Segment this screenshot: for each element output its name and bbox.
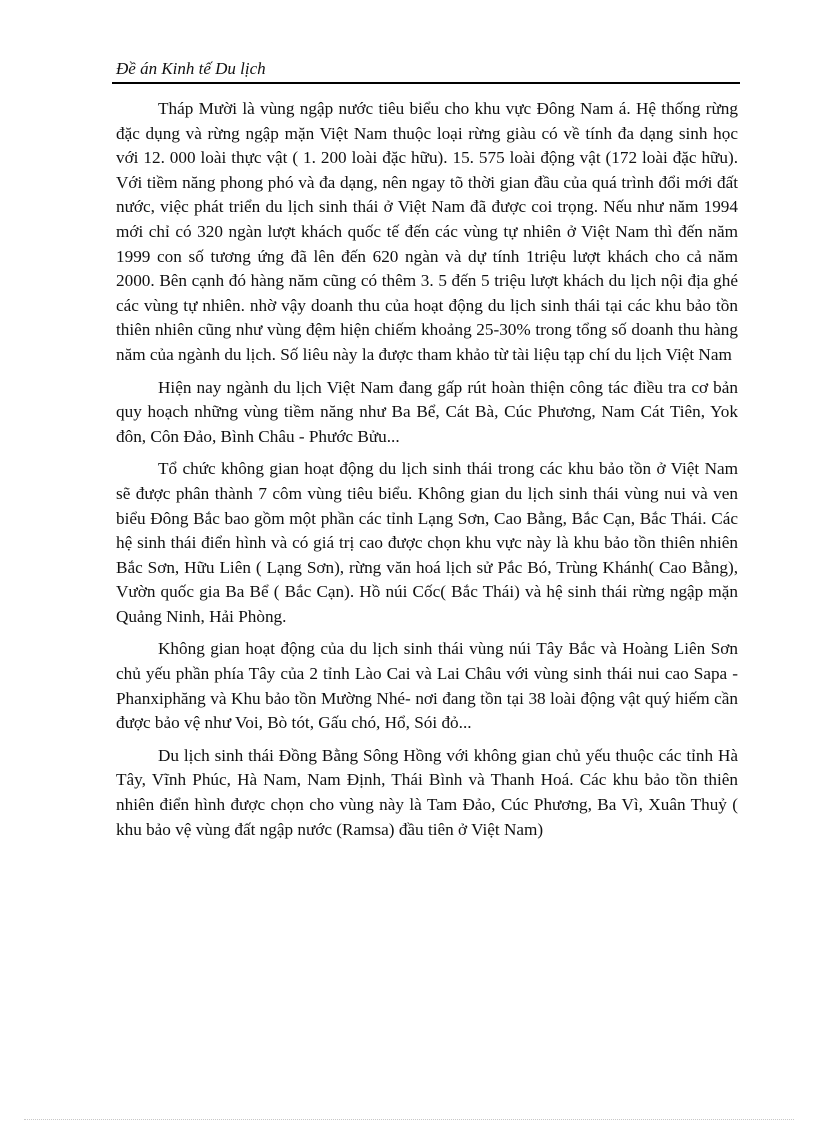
document-body	[116, 97, 738, 850]
paragraph: Tổ chức không gian hoạt động du lịch sinh thái trong các khu bảo tồn ở Việt Nam sẽ được phân thành 7 côm vùng tiêu biểu. Không gian du lịch sinh thái vùng nui và ven biểu Đông Bắc bao gồm một phần các tỉnh Lạng Sơn, Cao Bằng, Bắc Cạn, Bắc Thái. Các hệ sinh thái điển hình và có giá trị cao được chọn khu vực này là khu bảo tồn thiên nhiên Bắc Sơn, Hữu Liên ( Lạng Sơn), rừng văn hoá lịch sử Pắc Bó, Trùng Khánh( Cao Bằng), Vườn quốc gia Ba Bể ( Bắc Cạn). Hồ núi Cốc( Bắc Thái) và hệ sinh thái rừng ngập mặn Quảng Ninh, Hải Phòng.	[116, 459, 738, 626]
paragraph: Hiện nay ngành du lịch Việt Nam đang gấp rút hoàn thiện công tác điều tra cơ bản quy hoạch những vùng tiềm năng như Ba Bể, Cát Bà, Cúc Phương, Nam Cát Tiên, Yok đôn, Côn Đảo, Bình Châu - Phước Bửu...	[116, 377, 738, 446]
header-title: Đề án Kinh tế Du lịch	[116, 59, 266, 78]
paragraph: Tháp Mười là vùng ngập nước tiêu biểu cho khu vực Đông Nam á. Hệ thống rừng đặc dụng và rừng ngập mặn Việt Nam thuộc loại rừng giàu có về tính đa dạng sinh học với 12. 000 loài thực vật ( 1. 200 loài đặc hữu). 15. 575 loài động vật (172 loài đặc hữu). Với tiềm năng phong phó và đa dạng, nên ngay tõ thời gian đầu của quá trình đổi mới đất nước, việc phát triển du lịch sinh thái ở Việt Nam đã được coi trọng. Nếu như năm 1994 mới chỉ có 320 ngàn lượt khách quốc tế đến các vùng tự nhiên ở Việt Nam thì đến năm 1999 con số tương ứng đã lên đến 620 ngàn và dự tính 1triệu lượt khách cho cả năm 2000. Bên cạnh đó hàng năm cũng có thêm 3. 5 đến 5 triệu lượt khách du lịch nội địa ghé các vùng tự nhiên. nhờ vậy doanh thu của hoạt động du lịch sinh thái tại các khu bảo tồn thiên nhiên cũng như vùng đệm hiện chiếm khoảng 25-30% trong tổng số doanh thu hàng năm của ngành du lịch. Số liêu này la được tham khảo từ tài liệu tạp chí du lịch Việt Nam	[116, 99, 738, 364]
footer-divider	[24, 1119, 794, 1120]
page-header	[112, 56, 740, 84]
paragraph: Du lịch sinh thái Đồng Bằng Sông Hồng với không gian chủ yếu thuộc các tỉnh Hà Tây, Vĩnh Phúc, Hà Nam, Nam Định, Thái Bình và Thanh Hoá. Các khu bảo tồn thiên nhiên điển hình được chọn cho vùng này là Tam Đảo, Cúc Phương, Ba Vì, Xuân Thuỷ ( khu bảo vệ vùng đất ngập nước (Ramsa) đầu tiên ở Việt Nam)	[116, 745, 738, 839]
paragraph: Không gian hoạt động của du lịch sinh thái vùng núi Tây Bắc và Hoàng Liên Sơn chủ yếu phần phía Tây của 2 tỉnh Lào Cai và Lai Châu với vùng sinh thái nui cao Sapa - Phanxiphăng và Khu bảo tồn Mường Nhé- nơi đang tồn tại 38 loài động vật quý hiếm cần được bảo vệ như Voi, Bò tót, Gấu chó, Hổ, Sói đỏ...	[116, 639, 738, 733]
